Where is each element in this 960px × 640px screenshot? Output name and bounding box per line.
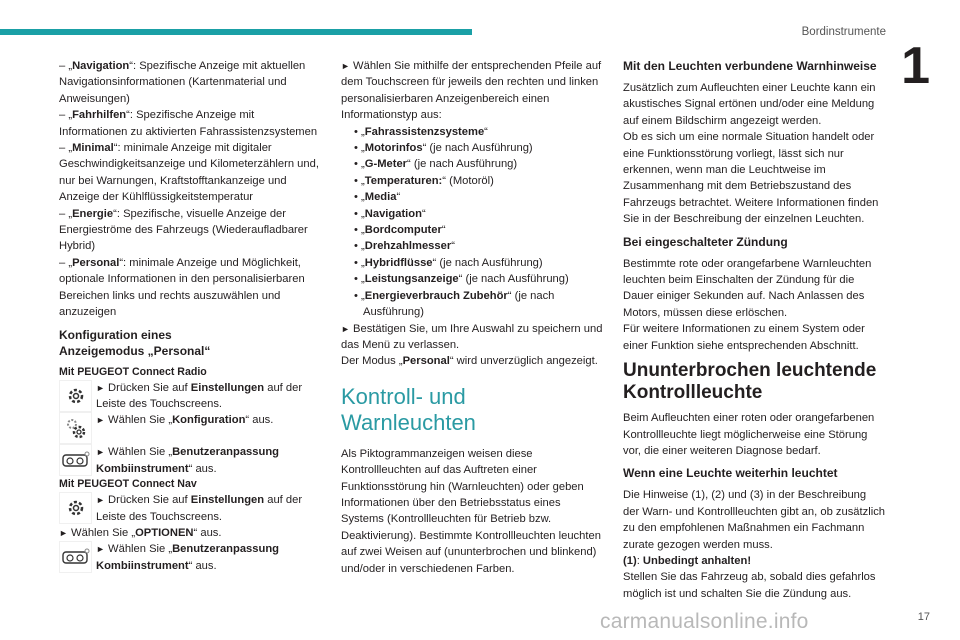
paragraph: Die Hinweise (1), (2) und (3) in der Beschreibung der Warn- und Kontrollleuchten gibt an, ob zusätzlich zu den empfohlenen Maßnahmen ein Fachmann zurate gezogen werden muss. — [623, 489, 886, 551]
chapter-number: 1 — [901, 37, 930, 95]
step-text: ► Drücken Sie auf Einstellungen auf der Leiste des Touchscreens. — [96, 494, 303, 523]
section-title: Kontroll- und Warnleuchten — [341, 383, 476, 435]
column-right — [623, 58, 885, 602]
heading-radio: Mit PEUGEOT Connect Radio — [59, 365, 207, 378]
cluster-icon — [59, 444, 92, 476]
paragraph: (1): Unbedingt anhalten! — [623, 554, 752, 567]
paragraph: Bestimmte rote oder orangefarbene Warnleuchten leuchten beim Einschalten der Zündung für die Dauer einiger Sekunden auf. Nach Anlassen des Motors, müssen diese erlöschen. — [623, 257, 872, 319]
step-row — [59, 541, 319, 574]
list-item: • „Motorinfos“ (je nach Ausführung) — [354, 142, 533, 155]
list-item: – „Minimal“: minimale Anzeige mit digitaler Geschwindigkeitsanzeige und Kilometerzählern und, nur bei Warnungen, Kraftstofftankanzeige und Anzeige der Kühlflüssigkeitstemperatur — [59, 142, 319, 204]
list-item: • „Drehzahlmesser“ — [354, 240, 455, 253]
step-text: ► Wählen Sie „Benutzeranpassung Kombiinstrument“ aus. — [96, 446, 279, 475]
list-item: • „Bordcomputer“ — [354, 224, 446, 237]
step-text: ► Wählen Sie „Benutzeranpassung Kombiinstrument“ aus. — [96, 543, 279, 572]
paragraph: Für weitere Informationen zu einem System oder einer Funktion siehe entsprechenden Abschnitt. — [623, 323, 865, 352]
step-text: ► Wählen Sie „Konfiguration“ aus. — [96, 414, 274, 427]
paragraph: Beim Aufleuchten einer roten oder orangefarbenen Kontrollleuchte liegt möglicherweise eine Störung vor, die einer weiteren Diagnose bedarf. — [623, 412, 875, 457]
heading-still-lit: Wenn eine Leuchte weiterhin leuchtet — [623, 466, 838, 481]
list-item: – „Personal“: minimale Anzeige und Möglichkeit, optionale Informationen in den personalisierbaren Bereichen links und rechts auszuwählen und anzuzeigen — [59, 256, 305, 319]
list-item: • „Navigation“ — [354, 207, 426, 220]
step-row — [59, 412, 319, 444]
column-left — [59, 58, 319, 574]
list-item: • „G-Meter“ (je nach Ausführung) — [354, 158, 518, 171]
watermark: carmanualsonline.info — [600, 610, 809, 633]
column-middle — [341, 58, 604, 577]
list-item: • „Fahrassistenzsysteme“ — [354, 125, 488, 138]
heading-nav: Mit PEUGEOT Connect Nav — [59, 478, 197, 491]
heading-continuous: Ununterbrochen leuchtende Kontrollleuchte — [623, 360, 877, 404]
page-number: 17 — [917, 611, 930, 623]
paragraph: Stellen Sie das Fahrzeug ab, sobald dies gefahrlos möglich ist und schalten Sie die Zündung aus. — [623, 571, 876, 600]
confirm-text: ► Bestätigen Sie, um Ihre Auswahl zu speichern und das Menü zu verlassen. — [341, 322, 603, 351]
mode-text: Der Modus „Personal“ wird unverzüglich angezeigt. — [341, 355, 598, 368]
list-item: • „Leistungsanzeige“ (je nach Ausführung) — [354, 273, 569, 286]
step-row — [59, 380, 319, 413]
gear-icon — [59, 380, 92, 412]
section-text: Als Piktogrammanzeigen weisen diese Kontrollleuchten auf das Auftreten einer Funktionsstörung hin (Warnleuchten) oder geben Informationen über den Betriebsstatus eines Systems (Kontrollleuchten für Betrieb bzw. Deaktivierung). Bestimmte Kontrollleuchten leuchten auf zwei Weisen auf (ununterbrochen und blinkend) und/oder in verschiedenen Farben. — [341, 447, 601, 575]
step-text: ► Drücken Sie auf Einstellungen auf der Leiste des Touchscreens. — [96, 381, 303, 410]
paragraph: Ob es sich um eine normale Situation handelt oder eine Funktionsstörung vorliegt, lässt sich nur erkennen, wenn man die Leuchtweise im Zusammenhang mit dem Betriebszustand des Fahrzeugs betrachtet. Weitere Informationen finden Sie in der Beschreibung der einzelnen Leuchten. — [623, 131, 879, 226]
list-item: • „Temperaturen:“ (Motoröl) — [354, 174, 494, 187]
list-item: • „Hybridflüsse“ (je nach Ausführung) — [354, 256, 543, 269]
list-item: – „Navigation“: Spezifische Anzeige mit aktuellen Navigationsinformationen (Kartenmaterial und Anweisungen) — [59, 60, 306, 105]
top-accent-bar — [0, 29, 472, 35]
step-row — [59, 492, 319, 525]
heading-config: Konfiguration eines Anzeigemodus „Personal“ — [59, 327, 211, 358]
list-item: – „Fahrhilfen“: Spezifische Anzeige mit Informationen zu aktivierten Fahrassistenzsystemen — [59, 109, 318, 138]
step-text: ► Wählen Sie „OPTIONEN“ aus. — [59, 526, 222, 539]
gears-icon — [59, 412, 92, 444]
cluster-icon — [59, 541, 92, 573]
step-row — [59, 444, 319, 477]
paragraph: Zusätzlich zum Aufleuchten einer Leuchte kann ein akustisches Signal ertönen und/oder eine Meldung auf einem Bildschirm angezeigt werden. — [623, 82, 876, 127]
heading-warnings: Mit den Leuchten verbundene Warnhinweise — [623, 59, 877, 73]
list-item: • „Energieverbrauch Zubehör“ (je nach Ausführung) — [354, 289, 555, 319]
gear-icon — [59, 492, 92, 524]
info-type-list — [341, 124, 604, 321]
list-item: • „Media“ — [354, 191, 401, 204]
section-header: Bordinstrumente — [801, 26, 886, 38]
intro-text: ► Wählen Sie mithilfe der entsprechenden Pfeile auf dem Touchscreen für jeweils den rechten und linken personalisierbaren Anzeigenbereich einen Informationstyp aus: — [341, 60, 602, 122]
list-item: – „Energie“: Spezifische, visuelle Anzeige der Energieströme des Fahrzeugs (Wiederaufladbarer Hybrid) — [59, 207, 308, 253]
heading-ignition: Bei eingeschalteter Zündung — [623, 234, 788, 249]
